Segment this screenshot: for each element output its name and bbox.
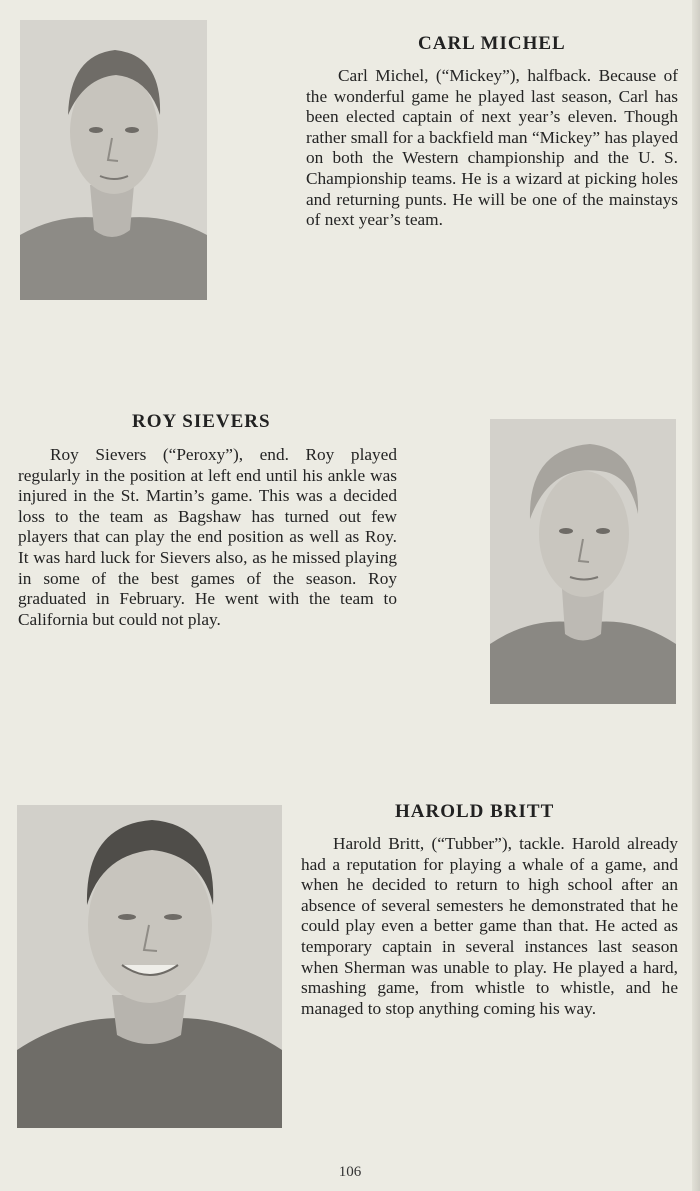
harold-britt-title: HAROLD BRITT [395, 801, 555, 822]
carl-michel-portrait [20, 20, 207, 300]
page-number: 106 [338, 1164, 362, 1180]
roy-sievers-bio: Roy Sievers (“Peroxy”), end. Roy played regularly in the position at left end until his ankle was injured in the St. Martin’s game. This was a decided loss to the team as Bagshaw has turned out few players that can play the end position as well as Roy. It was hard luck for Sievers also, as he missed playing in some of the best games of the season. Roy graduated in February. He went with the team to California but could not play. [18, 445, 397, 629]
harold-britt-portrait [17, 805, 282, 1128]
page-edge [692, 0, 700, 1191]
roy-sievers-title: ROY SIEVERS [132, 411, 271, 432]
harold-britt-bio: Harold Britt, (“Tubber”), tackle. Harold already had a reputation for playing a whale of a game, and when he decided to return to high school after an absence of several semesters he demonstrated that he could play even a better game than that. He acted as temporary captain in several instances last season when Sherman was unable to play. He played a hard, smashing game, from whistle to whistle, and he managed to stop anything coming his way. [301, 834, 678, 1018]
carl-michel-title: CARL MICHEL [418, 33, 566, 54]
carl-michel-bio: Carl Michel, (“Mickey”), halfback. Because of the wonderful game he played last season, Carl has been elected captain of next year’s eleven. Though rather small for a backfield man “Mickey” has played on both the Western championship and the U. S. Championship teams. He is a wizard at picking holes and returning punts. He will be one of the mainstays of next year’s team. [306, 66, 678, 230]
roy-sievers-portrait [490, 419, 676, 704]
